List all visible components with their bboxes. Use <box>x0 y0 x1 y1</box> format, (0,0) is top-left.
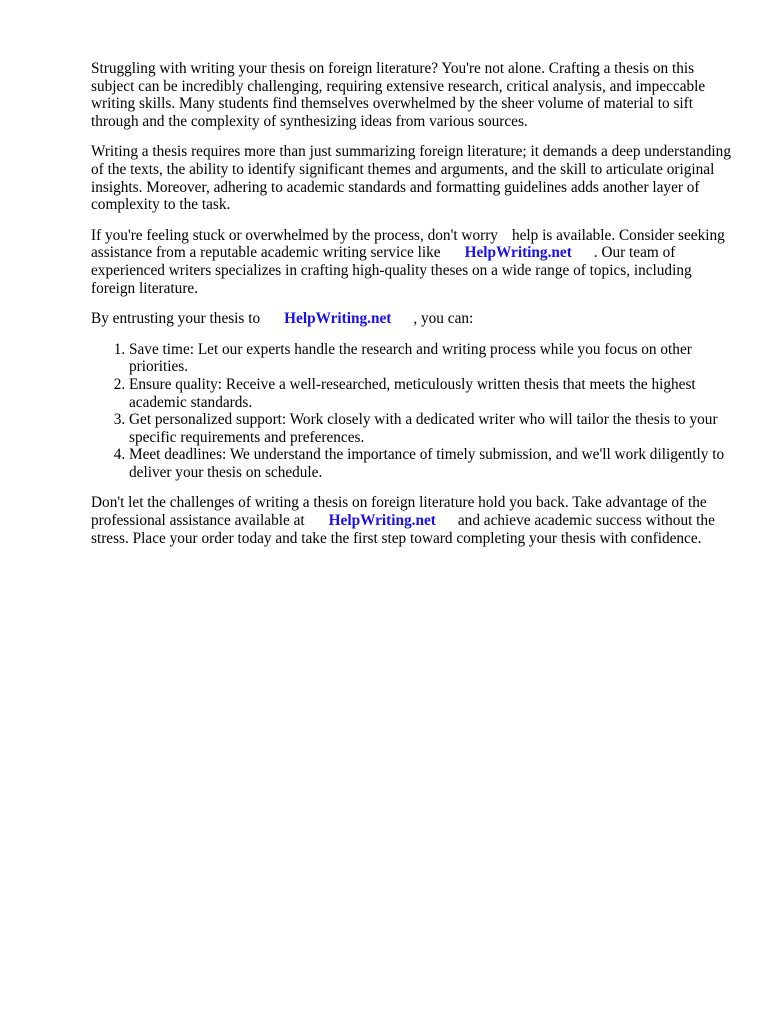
benefits-list <box>91 341 731 482</box>
assistance-paragraph <box>91 227 731 297</box>
helpwriting-link-2[interactable]: HelpWriting.net <box>284 310 392 328</box>
document-page <box>91 60 731 560</box>
entrusting-text-2: , you can: <box>413 310 474 328</box>
assistance-text-2: help is available. Consider seeking assistance from a reputable academic writing service like <box>91 226 725 262</box>
closing-text-2: and achieve academic success without the stress. Place your order today and take the first step toward completing your thesis with confidence. <box>91 512 715 547</box>
entrusting-paragraph <box>91 310 731 328</box>
helpwriting-link-1[interactable]: HelpWriting.net <box>464 244 572 262</box>
intro-paragraph: Struggling with writing your thesis on foreign literature? You're not alone. Crafting a thesis on this subject can be incredibly challenging, requiring extensive research, critical analysis, and impeccable writing skills. Many students find themselves overwhelmed by the sheer volume of material to sift through and the complexity of synthesizing ideas from various sources. <box>91 60 706 130</box>
list-item: 1. Save time: Let our experts handle the research and writing process while you focus on other priorities. <box>129 341 731 376</box>
closing-paragraph <box>91 494 731 547</box>
list-item: 2. Ensure quality: Receive a well-researched, meticulously written thesis that meets the highest academic standards. <box>129 376 731 411</box>
entrusting-text-1: By entrusting your thesis to <box>91 310 261 328</box>
list-item: 3. Get personalized support: Work closely with a dedicated writer who will tailor the thesis to your specific requirements and preferences. <box>129 411 731 446</box>
requirements-paragraph: Writing a thesis requires more than just summarizing foreign literature; it demands a deep understanding of the texts, the ability to identify significant themes and arguments, and the skill to articulate original insights. Moreover, adhering to academic standards and formatting guidelines adds another layer of complexity to the task. <box>91 143 731 214</box>
list-item: 4. Meet deadlines: We understand the importance of timely submission, and we'll work diligently to deliver your thesis on schedule. <box>129 446 731 481</box>
assistance-text-1: If you're feeling stuck or overwhelmed by the process, don't worry <box>91 226 498 244</box>
helpwriting-link-3[interactable]: HelpWriting.net <box>328 512 436 530</box>
closing-text-1: Don't let the challenges of writing a thesis on foreign literature hold you back. Take advantage of the professional assistance available at <box>91 494 707 530</box>
assistance-text-3: . Our team of experienced writers specializes in crafting high-quality theses on a wide range of topics, including foreign literature. <box>91 244 692 297</box>
